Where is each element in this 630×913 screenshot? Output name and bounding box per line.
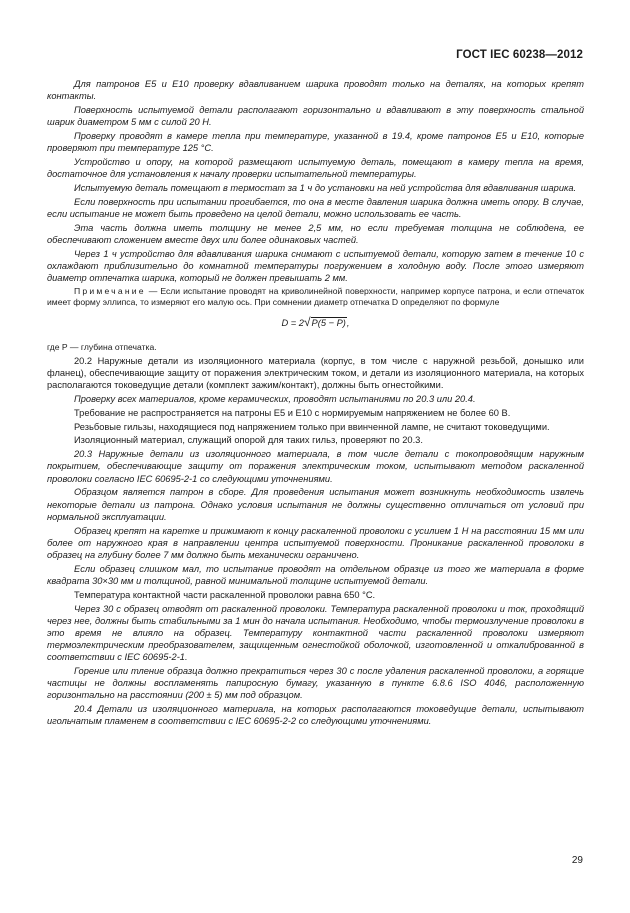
formula-where: где P — глубина отпечатка. bbox=[47, 341, 157, 352]
formula-left: D = 2 bbox=[281, 317, 304, 328]
paragraph: Поверхность испытуемой детали располагают горизонтально и вдавливают в эту поверхность стальной шарик диаметром 5 мм с силой 20 Н. bbox=[47, 105, 584, 128]
paragraph: Проверку всех материалов, кроме керамических, проводят испытаниями по 20.3 или 20.4. bbox=[74, 393, 476, 404]
page-number: 29 bbox=[571, 855, 583, 866]
formula-radicand: P(5 − P) bbox=[311, 317, 346, 328]
note-text: — Если испытание проводят на криволинейной поверхности, например корпусе патрона, и если отпечаток имеет форму эллипса, то измеряют его малую ось. При сомнении диаметр отпечатка D определяют по формуле bbox=[47, 286, 584, 308]
paragraph: Резьбовые гильзы, находящиеся под напряжением только при ввинченной лампе, не считают токоведущими. bbox=[74, 421, 550, 432]
paragraph: Требование не распространяется на патроны Е5 и Е10 с нормируемым напряжением не более 60 В. bbox=[74, 407, 511, 418]
note-label: Примечание bbox=[74, 286, 146, 296]
note bbox=[47, 286, 584, 309]
standard-header: ГОСТ IEC 60238—2012 bbox=[456, 49, 583, 61]
paragraph: Через 30 с образец отводят от раскаленной проволоки. Температура раскаленной проволоки и ток, проходящий через нее, должны быть стабильными за 1 мин до начала испытания. Необходимо, чтобы термоизлучение проволоки в это время не влияло на образец. Температуру контактной части раскаленной проволоки измеряют термоэлектрическим преобразователем, защищенным огнестойкой оболочкой, изготовленной и откалиброванной в соответствии с IEC 60695-2-1. bbox=[47, 603, 584, 663]
paragraph: Изоляционный материал, служащий опорой для таких гильз, проверяют по 20.3. bbox=[74, 435, 423, 446]
paragraph: Если поверхность при испытании прогибается, то она в месте давления шарика должна иметь опору. В случае, если испытание не может быть проведено на целой детали, можно использовать ее часть. bbox=[47, 196, 584, 219]
section-20-2-to-20-4 bbox=[47, 355, 584, 728]
paragraph: Образец крепят на каретке и прижимают к концу раскаленной проволоки с усилием 1 Н на расстоянии 15 мм или более от наружного края в направлении центра испытуемой поверхности. Проникание раскаленной проволоки в образец на глубину более 7 мм должно быть механически ограничено. bbox=[47, 525, 584, 560]
paragraph: Испытуемую деталь помещают в термостат за 1 ч до установки на ней устройства для вдавливания шарика. bbox=[74, 183, 577, 193]
paragraph: Образцом является патрон в сборе. Для проведения испытания может возникнуть необходимость извлечь некоторые детали из патрона. Однако условия испытания не должны существенно отличаться от условий при нормальной эксплуатации. bbox=[47, 487, 584, 522]
paragraph: Через 1 ч устройство для вдавливания шарика снимают с испытуемой детали, которую затем в течение 10 с охлаждают приблизительно до комнатной температуры погружением в холодную воду. После этого измеряют диаметр отпечатка шарика, который не должен превышать 2 мм. bbox=[47, 248, 584, 284]
paragraph: Проверку проводят в камере тепла при температуре, указанной в 19.4, кроме патронов Е5 и Е10, которые проверяют при температуре 125 °С. bbox=[47, 131, 584, 154]
paragraph: 20.4 Детали из изоляционного материала, на которых располагаются токоведущие детали, испытывают игольчатым пламенем в соответствии с IEC 60695-2-2 со следующими уточнениями. bbox=[47, 704, 584, 727]
paragraph: Температура контактной части раскаленной проволоки равна 650 °С. bbox=[74, 589, 376, 600]
paragraph: Эта часть должна иметь толщину не менее 2,5 мм, но если требуемая толщина не соблюдена, ее обеспечивают сложением вместе двух или более одинаковых частей. bbox=[47, 222, 584, 245]
paragraph: 20.3 Наружные детали из изоляционного материала, в том числе детали с токопроводящим наружным покрытием, обеспечивающие защиту от поражения электрическим током, испытывают методом раскаленной проволоки согласно IEC 60695-2-1 со следующими уточнениями. bbox=[47, 449, 584, 484]
paragraph: Для патронов Е5 и Е10 проверку вдавливанием шарика проводят только на деталях, на которых крепят контакты. bbox=[47, 79, 584, 102]
paragraph: Горение или тление образца должно прекратиться через 30 с после удаления раскаленной проволоки, а горящие частицы не должны воспламенять папиросную бумагу, указанную в пункте 6.8.6 ISO 4046, расположенную горизонтально на расстоянии (200 ± 5) мм под образцом. bbox=[47, 665, 584, 701]
document-body bbox=[47, 78, 584, 729]
paragraph: Устройство и опору, на которой размещают испытуемую деталь, помещают в камеру тепла на время, достаточное для установления к началу проверки испытательной температуры. bbox=[47, 157, 584, 180]
paragraph: Если образец слишком мал, то испытание проводят на отдельном образце из того же материала в форме квадрата 30×30 мм и толщиной, равной минимальной толщине испытуемой детали. bbox=[47, 563, 584, 586]
formula-tail: , bbox=[346, 317, 350, 328]
formula bbox=[47, 315, 584, 329]
sqrt-icon: √ bbox=[303, 314, 311, 329]
paragraph: 20.2 Наружные детали из изоляционного материала (корпус, в том числе с наружной резьбой, донышко или фланец), обеспечивающие защиту от поражения электрическим током, и детали из изоляционного материала, на которых располагаются токоведущие детали (комплект зажим/контакт), должны быть огнестойкими. bbox=[47, 355, 584, 390]
